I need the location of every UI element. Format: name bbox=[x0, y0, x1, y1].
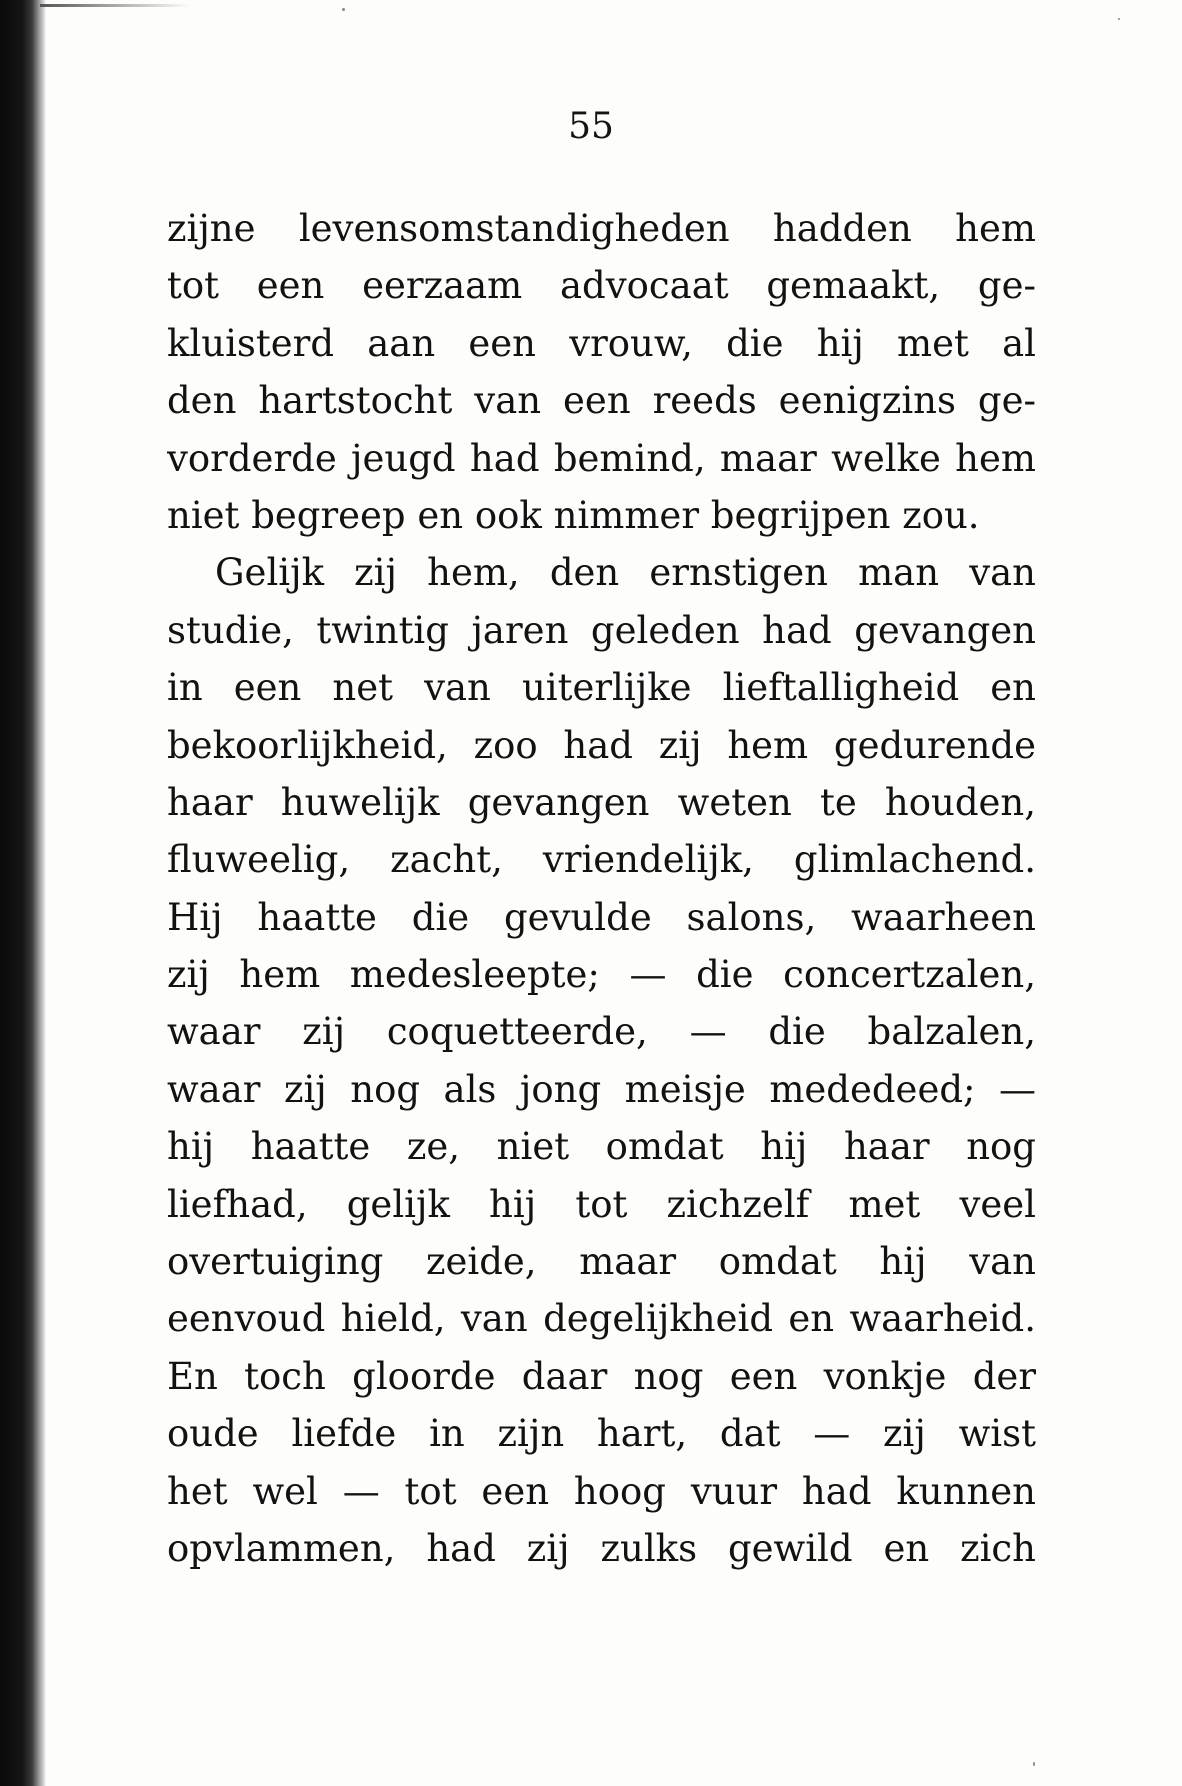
text-line: het wel — tot een hoog vuur had kunnen bbox=[167, 1469, 1036, 1513]
text-line: oude liefde in zijn hart, dat — zij wist bbox=[167, 1412, 1036, 1456]
text-line: waar zij nog als jong meisje mededeed; — bbox=[167, 1067, 1036, 1111]
paper-speck bbox=[1118, 18, 1120, 20]
text-line: hij haatte ze, niet omdat hij haar nog bbox=[167, 1125, 1036, 1169]
text-line: vorderde jeugd had bemind, maar welke hem bbox=[167, 436, 1036, 480]
text-line: overtuiging zeide, maar omdat hij van bbox=[167, 1240, 1036, 1284]
text-line: in een net van uiterlijke lieftalligheid en bbox=[167, 666, 1036, 710]
text-line: fluweelig, zacht, vriendelijk, glimlachend. bbox=[167, 838, 1036, 882]
text-line: kluisterd aan een vrouw, die hij met al bbox=[167, 321, 1036, 365]
text-line: zij hem medesleepte; — die concertzalen, bbox=[167, 953, 1036, 997]
page-binding-top-edge bbox=[40, 4, 190, 7]
paper-speck bbox=[1033, 1762, 1035, 1766]
text-line: En toch gloorde daar nog een vonkje der bbox=[167, 1354, 1036, 1398]
text-line: den hartstocht van een reeds eenigzins ge- bbox=[167, 379, 1036, 423]
text-line: Hij haatte die gevulde salons, waarheen bbox=[167, 895, 1036, 939]
text-line: tot een eerzaam advocaat gemaakt, ge- bbox=[167, 264, 1036, 308]
text-line: studie, twintig jaren geleden had gevangen bbox=[167, 608, 1036, 652]
page-text-body bbox=[167, 200, 1036, 1577]
page-binding-edge bbox=[0, 0, 46, 1786]
text-line: waar zij coquetteerde, — die balzalen, bbox=[167, 1010, 1036, 1054]
page-number: 55 bbox=[568, 106, 614, 147]
text-line: bekoorlijkheid, zoo had zij hem gedurende bbox=[167, 723, 1036, 767]
text-line: Gelijk zij hem, den ernstigen man van bbox=[215, 551, 1036, 595]
text-line: liefhad, gelijk hij tot zichzelf met veel bbox=[167, 1182, 1036, 1226]
text-line: opvlammen, had zij zulks gewild en zich bbox=[167, 1526, 1036, 1570]
text-line: zijne levensomstandigheden hadden hem bbox=[167, 207, 1036, 250]
text-line: eenvoud hield, van degelijkheid en waarheid. bbox=[167, 1297, 1036, 1341]
text-line: niet begreep en ook nimmer begrijpen zou. bbox=[167, 493, 980, 537]
paper-speck bbox=[342, 8, 345, 11]
text-line: haar huwelijk gevangen weten te houden, bbox=[167, 780, 1036, 824]
